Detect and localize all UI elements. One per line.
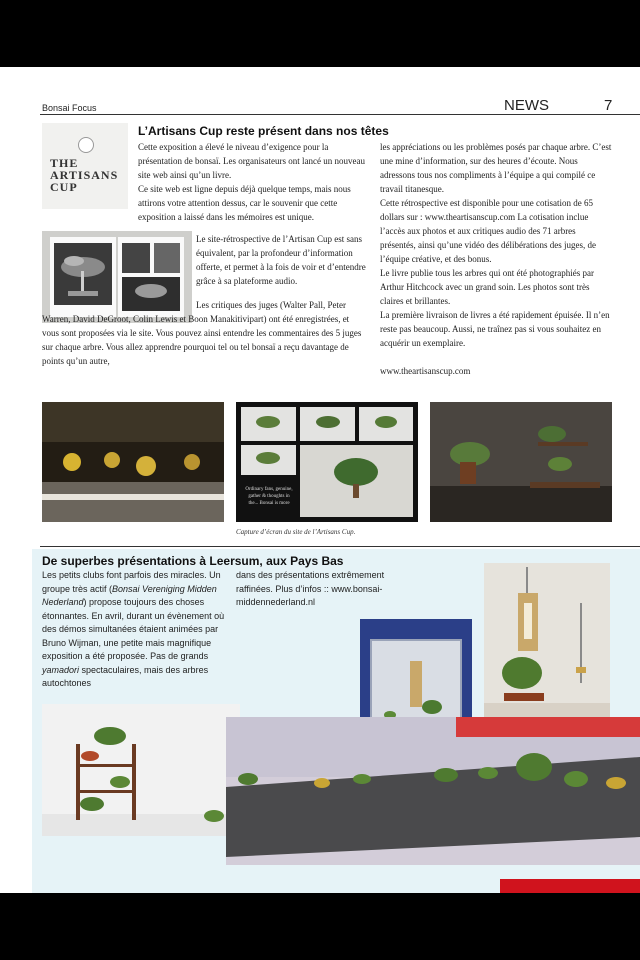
article2-text: ) propose toujours des choses étonnantes. En avril, durant un évènement où des démos simultanées étaient animées par Bruno Wijman, une petite mais magnifique exposition a été proposée. Pas de grands (42, 597, 225, 661)
article2-col1 (42, 569, 228, 691)
page-number: 7 (604, 97, 613, 114)
photo-caption: Capture d’écran du site de l’Artisans Cup. (236, 528, 356, 536)
logo-line-2: ARTISANS (50, 168, 119, 182)
article1-col2 (380, 140, 612, 378)
article1-paragraph: Ce site web est ligne depuis déjà quelque temps, mais nous attirons votre attention dessus, car le souvenir que cette exposition a laissé dans les mémoires est unique. (138, 184, 351, 222)
screenshot-quote: Ordinary fans, genuine, gather & thoughts in the... Bonsai is more (245, 487, 293, 506)
club-name: Bonsai Vereniging Midden Nederland (42, 583, 217, 607)
header-rule (40, 114, 640, 115)
article2-paragraph: dans des présentations extrêmement raffinées. Plus d’infos :: www.bonsai-middennederland.nl (236, 570, 385, 607)
website-screenshot-photo (236, 402, 418, 522)
logo-badge-icon (78, 137, 94, 153)
publication-name: Bonsai Focus (42, 103, 97, 113)
article1-paragraph: Cette exposition a élevé le niveau d’exigence pour la présentation de bonsaï. Les organisateurs ont lancé un nouveau site web ainsi qu’un livre. (138, 142, 366, 180)
artisans-cup-logo (42, 123, 128, 209)
logo-wordmark (50, 157, 120, 193)
hall-table-photo (226, 717, 640, 865)
article1-paragraph: Le site-rétrospective de l’Artisan Cup est sans équivalent, par la profondeur d’information offerte, et permet à la fois de voir et d’entendre grâce à sa plateforme audio. (196, 234, 366, 286)
shelf-display-photo (42, 704, 240, 836)
article2-col2 (236, 569, 406, 610)
article2-text: spectaculaires, mais des arbres autochtones (42, 664, 209, 688)
article1-paragraph: Le livre publie tous les arbres qui ont été photographiés par Arthur Hitchcock avec un grand soin. Les photos sont très claires et brillantes. (380, 268, 594, 306)
alcove-display-photo (484, 563, 610, 731)
article1-paragraph: les appréciations ou les problèmes posés par chaque arbre. C’est une mine d’information, sur des heures d’écoute. Nous adressons tous nos compliments à l’équipe a qui compilé ce travail titanesque. (380, 142, 612, 194)
article1-col1-mid (196, 232, 368, 288)
article2-title: De superbes présentations à Leersum, aux Pays Bas (42, 554, 344, 568)
magazine-page (0, 67, 640, 893)
article1-paragraph: La première livraison de livres a été rapidement épuisée. Il n’en reste pas beaucoup. Aussi, ne traînez pas si vous souhaitez en acquérir un exemplaire. (380, 310, 610, 348)
logo-line-1: THE (50, 156, 79, 170)
section-rule (40, 546, 640, 547)
accent-strip (500, 879, 640, 893)
article1-col1-bottom (42, 298, 368, 368)
section-title: NEWS (504, 97, 549, 114)
article1-title: L’Artisans Cup reste présent dans nos têtes (138, 124, 389, 138)
article1-paragraph: Les critiques des juges (Walter Pall, Peter Warren, David DeGroot, Colin Lewis et Boon Manakitivipart) ont été enregistrées, et vous sont proposées via le site. Vous pouvez ainsi entendre les commentaires des 5 juges sur chaque arbre. Vous allez apprendre pourquoi tel ou tel bonsaï a reçu davantage de points qu’un autre, (42, 300, 362, 366)
exhibition-hall-photo (42, 402, 224, 522)
yamadori-term: yamadori (42, 664, 80, 675)
article2-paragraph (42, 569, 228, 691)
logo-line-3: CUP (50, 180, 78, 194)
article1-url: www.theartisanscup.com (380, 366, 471, 376)
article1-col1-top (138, 140, 368, 224)
article1-paragraph: Cette rétrospective est disponible pour une cotisation de 65 dollars sur : www.theartisanscup.com La cotisation inclue l’accès aux photos et aux critiques audio des 71 arbres présentés, ainsi qu’une vidéo des délibérations des juges, de l’équipe créative, et des bonus. (380, 198, 596, 264)
article2-text: Les petits clubs font parfois des miracles. Un groupe très actif ( (42, 570, 221, 594)
bonsai-display-photo (430, 402, 612, 522)
